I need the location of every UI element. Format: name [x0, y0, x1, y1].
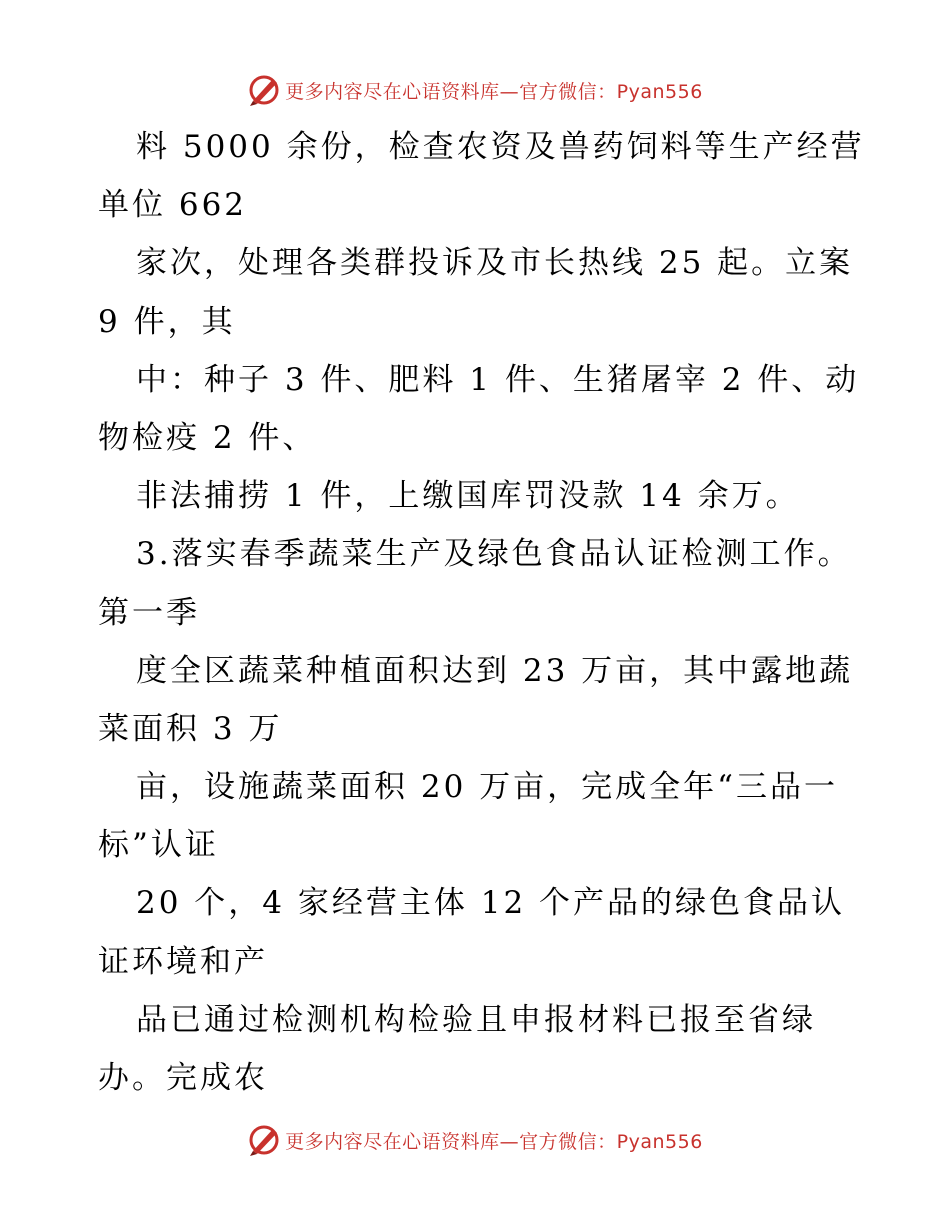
body-line: 3.落实春季蔬菜生产及绿色食品认证检测工作。	[136, 536, 852, 573]
watermark-text: 更多内容尽在心语资料库—官方微信：Pyan556	[285, 1130, 703, 1153]
body-line: 物检疫 2 件、	[98, 419, 317, 456]
pen-logo-icon	[247, 73, 281, 107]
body-line: 中：种子 3 件、肥料 1 件、生猪屠宰 2 件、动	[136, 361, 860, 398]
body-line: 单位 662	[98, 187, 248, 224]
body-line: 料 5000 余份，检查农资及兽药饲料等生产经营	[136, 129, 865, 165]
body-line: 家次，处理各类群投诉及市长热线 25 起。立案	[136, 245, 854, 282]
body-line: 度全区蔬菜种植面积达到 23 万亩，其中露地蔬	[136, 652, 854, 689]
body-line: 9 件，其	[98, 303, 236, 340]
body-line: 办。完成农	[98, 1060, 268, 1096]
footer-watermark	[0, 1120, 950, 1160]
body-line: 第一季	[98, 594, 200, 631]
body-line: 品已通过检测机构检验且申报材料已报至省绿	[136, 1001, 816, 1038]
body-line: 非法捕捞 1 件，上缴国库罚没款 14 余万。	[136, 478, 800, 515]
header-watermark	[0, 70, 950, 110]
body-line: 标”认证	[98, 827, 219, 864]
body-line: 菜面积 3 万	[98, 710, 283, 747]
body-line: 证环境和产	[98, 943, 268, 980]
watermark-text: 更多内容尽在心语资料库—官方微信：Pyan556	[285, 80, 703, 103]
pen-logo-icon	[247, 1123, 281, 1157]
body-line: 亩，设施蔬菜面积 20 万亩，完成全年“三品一	[136, 769, 839, 806]
document-body	[98, 118, 868, 1107]
body-line: 20 个，4 家经营主体 12 个产品的绿色食品认	[136, 885, 846, 922]
